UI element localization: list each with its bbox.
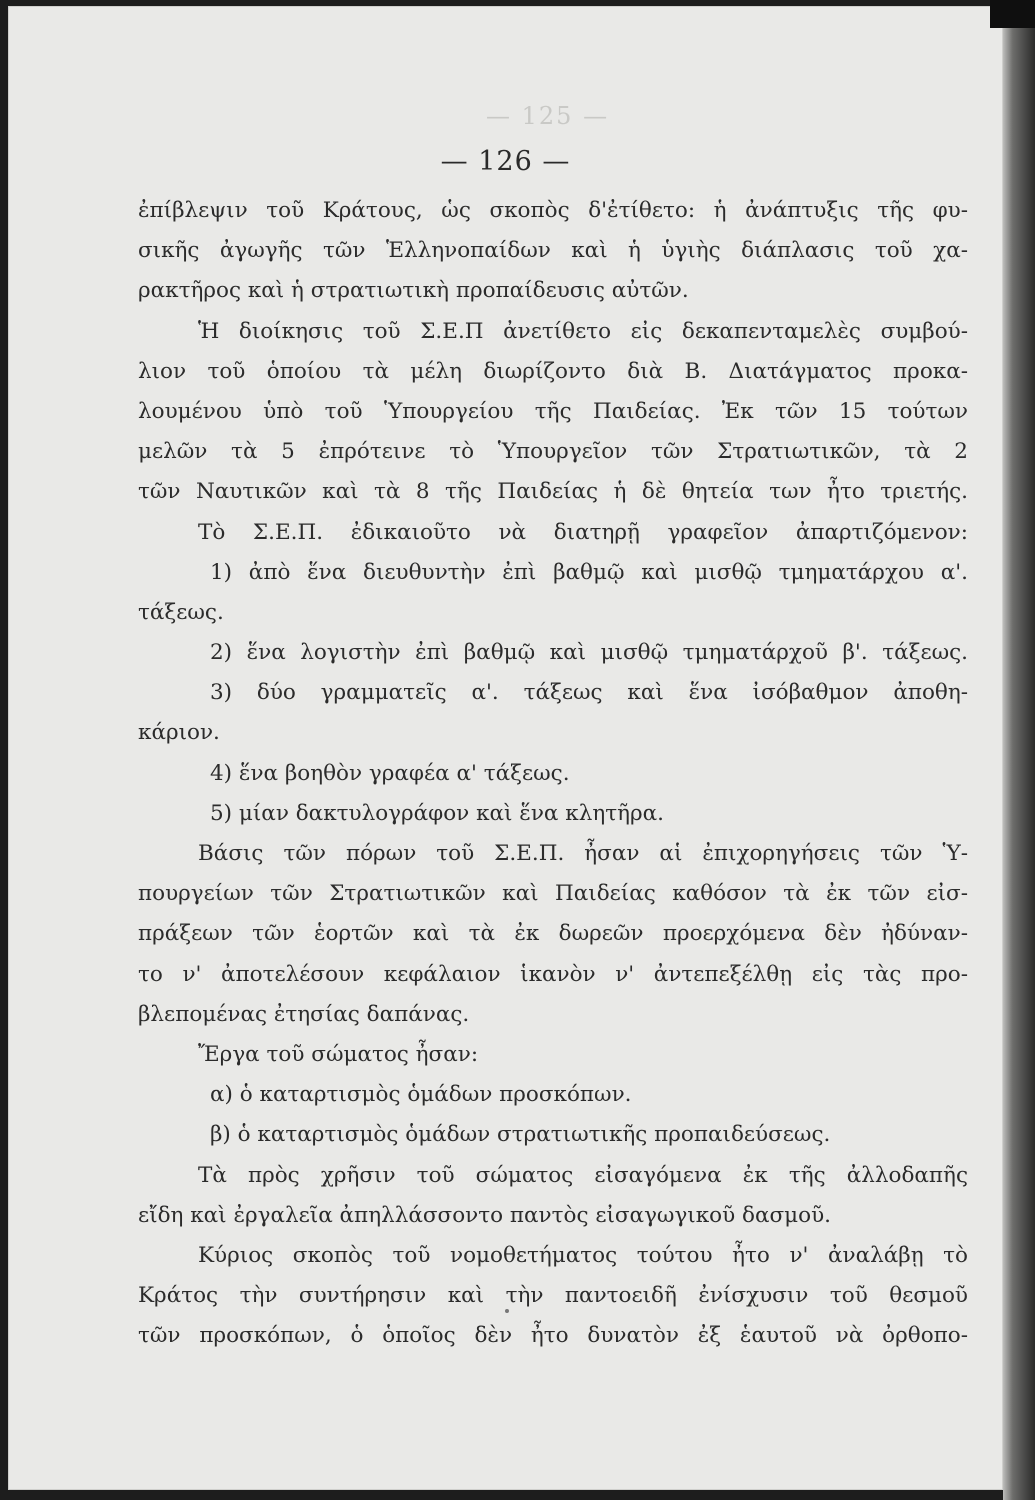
text-line: πράξεων τῶν ἑορτῶν καὶ τὰ ἐκ δωρεῶν προερχόμενα δὲν ἠδύναν- (138, 921, 968, 947)
text-line: Κράτος τὴν συντήρησιν καὶ τὴν παντοειδῆ ἐνίσχυσιν τοῦ θεσμοῦ (138, 1283, 968, 1309)
text-line: λιον τοῦ ὁποίου τὰ μέλη διωρίζοντο διὰ Β. Διατάγματος προκα- (138, 358, 968, 384)
ink-dot (505, 1309, 509, 1313)
text-line: Τὸ Σ.Ε.Π. ἐδικαιοῦτο νὰ διατηρῇ γραφεῖον ἀπαρτιζόμενον: (198, 519, 968, 545)
text-line: 4) ἕνα βοηθὸν γραφέα α' τάξεως. (210, 760, 570, 786)
page-edge-shadow (1003, 0, 1035, 1500)
text-line: α) ὁ καταρτισμὸς ὁμάδων προσκόπων. (210, 1082, 632, 1108)
page-body-text (138, 191, 968, 1356)
page-number: — 126 — (440, 146, 571, 177)
text-line: σικῆς ἀγωγῆς τῶν Ἑλληνοπαίδων καὶ ἡ ὑγιὴς διάπλασις τοῦ χα- (138, 238, 968, 264)
text-line: το ν' ἀποτελέσουν κεφάλαιον ἱκανὸν ν' ἀντεπεξέλθῃ εἰς τὰς προ- (138, 961, 968, 987)
scan-corner-shadow (990, 0, 1035, 28)
text-line: πουργείων τῶν Στρατιωτικῶν καὶ Παιδείας καθόσον τὰ ἐκ τῶν εἰσ- (138, 881, 968, 907)
text-line: Τὰ πρὸς χρῆσιν τοῦ σώματος εἰσαγόμενα ἐκ τῆς ἀλλοδαπῆς (198, 1162, 968, 1188)
text-line: τῶν προσκόπων, ὁ ὁποῖος δὲν ἦτο δυνατὸν ἐξ ἑαυτοῦ νὰ ὀρθοπο- (138, 1323, 968, 1349)
book-page (8, 6, 1003, 1490)
text-line: μελῶν τὰ 5 ἐπρότεινε τὸ Ὑπουργεῖον τῶν Στρατιωτικῶν, τὰ 2 (138, 439, 968, 465)
text-line: 3) δύο γραμματεῖς α'. τάξεως καὶ ἕνα ἰσόβαθμον ἀποθη- (210, 680, 968, 706)
text-line: εἴδη καὶ ἐργαλεῖα ἀπηλλάσσοντο παντὸς εἰσαγωγικοῦ δασμοῦ. (138, 1202, 831, 1228)
text-line: κάριον. (138, 720, 220, 746)
text-line: Ἡ διοίκησις τοῦ Σ.Ε.Π ἀνετίθετο εἰς δεκαπενταμελὲς συμβού- (198, 318, 968, 344)
text-line: βλεπομένας ἐτησίας δαπάνας. (138, 1001, 470, 1027)
text-line: Βάσις τῶν πόρων τοῦ Σ.Ε.Π. ἦσαν αἱ ἐπιχορηγήσεις τῶν Ὑ- (198, 841, 968, 866)
text-line: 2) ἕνα λογιστὴν ἐπὶ βαθμῷ καὶ μισθῷ τμηματάρχοῦ β'. τάξεως. (210, 640, 968, 666)
text-line: ἐπίβλεψιν τοῦ Κράτους, ὡς σκοπὸς δ'ἐτίθετο: ἡ ἀνάπτυξις τῆς φυ- (138, 198, 968, 223)
text-line: β) ὁ καταρτισμὸς ὁμάδων στρατιωτικῆς προπαιδεύσεως. (210, 1122, 831, 1148)
text-line: 5) μίαν δακτυλογράφον καὶ ἕνα κλητῆρα. (210, 800, 664, 826)
text-line: τῶν Ναυτικῶν καὶ τὰ 8 τῆς Παιδείας ἡ δὲ θητεία των ἦτο τριετής. (138, 479, 968, 505)
text-line: 1) ἀπὸ ἕνα διευθυντὴν ἐπὶ βαθμῷ καὶ μισθῷ τμηματάρχου α'. (210, 559, 968, 585)
text-line: Ἔργα τοῦ σώματος ἦσαν: (198, 1041, 479, 1067)
text-line: ρακτῆρος καὶ ἡ στρατιωτικὴ προπαίδευσις αὐτῶν. (138, 278, 689, 304)
bleed-through-page-number: — 125 — (486, 102, 610, 130)
text-line: Κύριος σκοπὸς τοῦ νομοθετήματος τούτου ἦτο ν' ἀναλάβῃ τὸ (198, 1242, 968, 1268)
text-line: λουμένου ὑπὸ τοῦ Ὑπουργείου τῆς Παιδείας. Ἐκ τῶν 15 τούτων (138, 398, 968, 424)
text-line: τάξεως. (138, 599, 224, 625)
